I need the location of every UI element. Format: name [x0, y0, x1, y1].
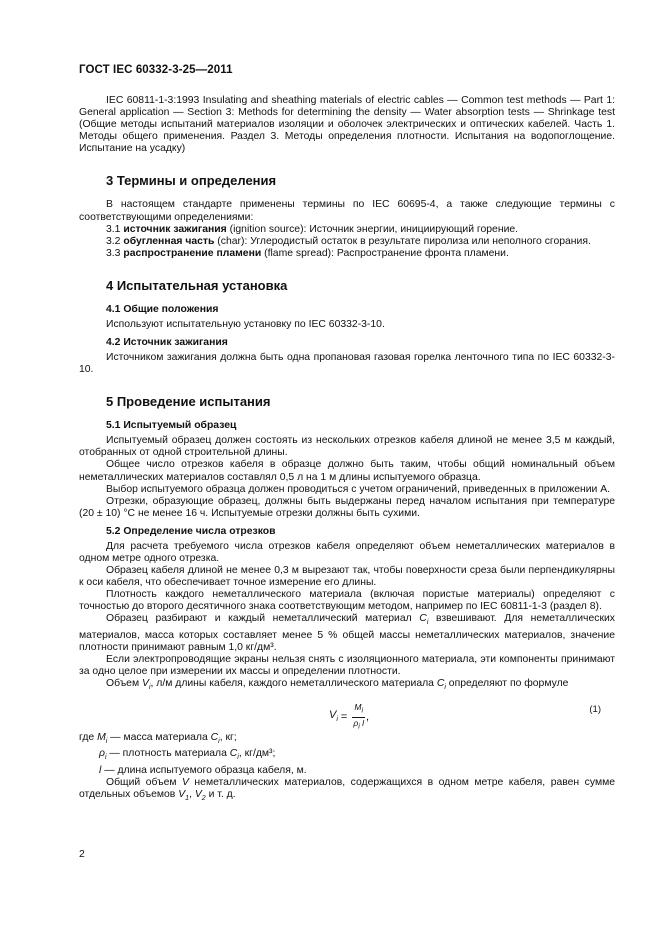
equation-number: (1) [589, 704, 601, 716]
term-3-3: 3.3 распространение пламени (flame spread): Распространение фронта пламени. [106, 247, 509, 259]
section-4-heading: 4 Испытательная установка [106, 277, 288, 293]
section-3-intro: В настоящем стандарте применены термины по IEC 60695-4, а также следующие термины с соответствующими определениями: [79, 199, 615, 223]
paragraph: Выбор испытуемого образца должен проводиться с учетом ограничений, приведенных в приложении А. [106, 483, 611, 495]
subsection-4-2-text: Источником зажигания должна быть одна пропановая газовая горелка ленточного типа по IEC 60332-3-10. [79, 352, 615, 376]
subsection-5-2-heading: 5.2 Определение числа отрезков [106, 525, 276, 537]
paragraph-screens: Если электропроводящие экраны нельзя снять с изоляционного материала, эти компоненты принимают за одно целое при измерении их массы и определении плотности. [79, 653, 615, 677]
reference-paragraph: IEC 60811-1-3:1993 Insulating and sheathing materials of electric cables — Common test methods — Part 1: General application — Section 3: Methods for determining the density — Water absorption tests — Shrinkage test (Общие методы испытаний материалов изоляции и оболочек электрических и оптических кабелей. Часть 1. Методы общего применения. Раздел 3. Методы определения плотности. Испытания на водопоглощение. Испытание на усадку) [79, 95, 615, 155]
term-3-2: 3.2 обугленная часть (char): Углеродистый остаток в результате пиролиза или неполного сгорания. [106, 235, 591, 247]
subsection-5-1-heading: 5.1 Испытуемый образец [106, 420, 237, 432]
section-5-heading: 5 Проведение испытания [106, 394, 271, 410]
where-line-density: $\rho_i$ — плотность материала $C_i$, кг/дм³; [99, 748, 276, 762]
formula-block [79, 696, 615, 730]
section-3-heading: 3 Термины и определения [106, 173, 277, 189]
where-line-length: l — длина испытуемого образца кабеля, м. [99, 764, 307, 776]
page-number: 2 [79, 849, 85, 860]
paragraph: Отрезки, образующие образец, должны быть выдержаны перед началом испытания при температуре (20 ± 10) °С не менее 16 ч. Испытуемые отрезки должны быть сухими. [79, 495, 615, 519]
subsection-4-1-heading: 4.1 Общие положения [106, 303, 219, 315]
paragraph-weighing: Образец разбирают и каждый неметаллический материал $C_i$ взвешивают. Для неметаллических материалов, масса которых составляет менее 5 % общей массы неметаллических материалов, значение плотности принимают равным 1,0 кг/дм³. [79, 613, 615, 653]
paragraph: Плотность каждого неметаллического материала (включая пористые материалы) определяют с точностью до второго десятичного знака соответствующим методом, например по IEC 60811-1-3 (раздел 8). [79, 589, 615, 613]
subsection-4-1-text: Используют испытательную установку по IEC 60332-3-10. [106, 318, 385, 330]
paragraph: Для расчета требуемого числа отрезков кабеля определяют объем неметаллических материалов в одном метре одного отрезка. [79, 540, 615, 564]
document-body [79, 95, 615, 805]
formula-fraction: $\frac{M_i}{\rho_i l}$ [353, 702, 365, 731]
paragraph: Общее число отрезков кабеля в образце должно быть таким, чтобы общий номинальный объем неметаллических материалов составлял 0,5 л на 1 м длины испытуемого образца. [79, 459, 615, 483]
subsection-4-2-heading: 4.2 Источник зажигания [106, 337, 228, 349]
formula: $V_i$ = $\frac{M_i}{\rho_i l}$ , [329, 702, 370, 731]
paragraph-volume: Объем $V_i$, л/м длины кабеля, каждого неметаллического материала $C_i$ определяют по формуле [106, 677, 569, 692]
term-3-1: 3.1 источник зажигания (ignition source): Источник энергии, инициирующий горение. [106, 223, 519, 235]
paragraph: Образец кабеля длиной не менее 0,3 м вырезают так, чтобы поверхности среза были перпендикулярны к оси кабеля, что обеспечивает точное измерение его длины. [79, 565, 615, 589]
paragraph-total-volume: Общий объем V неметаллических материалов, содержащихся в одном метре кабеля, равен сумме отдельных объемов $V_1$, $V_2$ и т. д. [79, 776, 616, 802]
paragraph: Испытуемый образец должен состоять из нескольких отрезков кабеля длиной не менее 3,5 м каждый, отобранных от одной строительной длины. [79, 435, 615, 459]
where-line-mass: где $M_i$ — масса материала $C_i$, кг; [79, 732, 237, 746]
page-header: ГОСТ IEC 60332-3-25—2011 [79, 64, 233, 76]
